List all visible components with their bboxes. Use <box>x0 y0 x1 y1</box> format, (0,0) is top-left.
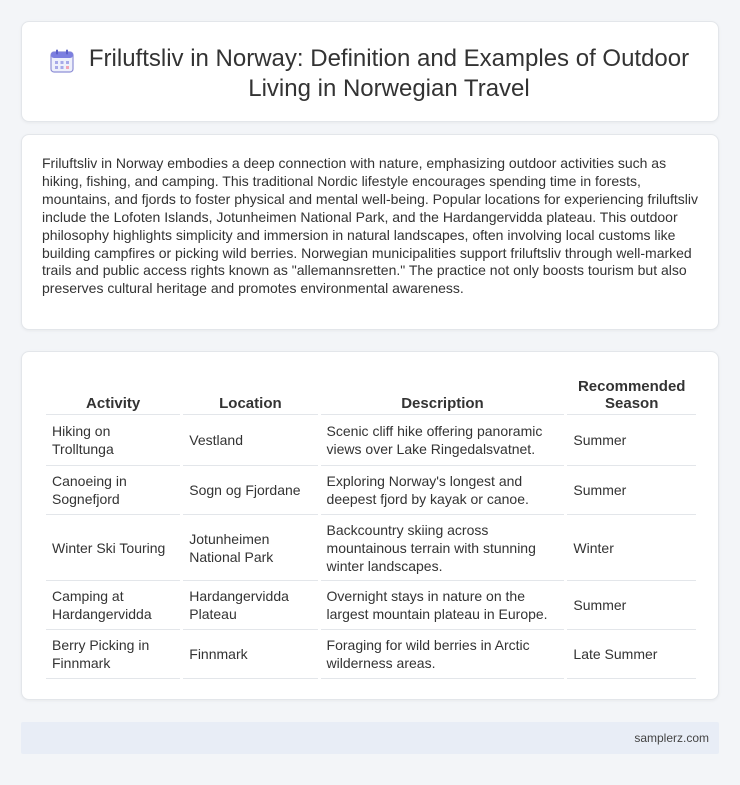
description-cell: Overnight stays in nature on the largest mountain plateau in Europe. <box>321 581 565 630</box>
table-header-row <box>46 372 696 415</box>
description-cell: Foraging for wild berries in Arctic wilderness areas. <box>321 630 565 679</box>
activity-cell: Winter Ski Touring <box>46 515 180 581</box>
table-row <box>46 581 696 630</box>
calendar-icon <box>49 48 75 74</box>
column-header: Activity <box>46 372 180 415</box>
activity-cell: Berry Picking in Finnmark <box>46 630 180 679</box>
activities-table <box>43 372 699 679</box>
activity-cell: Hiking on Trolltunga <box>46 415 180 466</box>
activity-cell: Camping at Hardangervidda <box>46 581 180 630</box>
location-cell: Hardangervidda Plateau <box>183 581 317 630</box>
description-cell: Exploring Norway's longest and deepest fjord by kayak or canoe. <box>321 466 565 515</box>
location-cell: Vestland <box>183 415 317 466</box>
season-cell: Summer <box>567 415 696 466</box>
column-header: Location <box>183 372 317 415</box>
column-header: Description <box>321 372 565 415</box>
location-cell: Jotunheimen National Park <box>183 515 317 581</box>
description-cell: Backcountry skiing across mountainous terrain with stunning winter landscapes. <box>321 515 565 581</box>
table-row <box>46 515 696 581</box>
season-cell: Summer <box>567 581 696 630</box>
location-cell: Sogn og Fjordane <box>183 466 317 515</box>
intro-card <box>21 134 719 330</box>
season-cell: Summer <box>567 466 696 515</box>
table-row <box>46 630 696 679</box>
column-header: Recommended Season <box>567 372 696 415</box>
table-card <box>21 351 719 700</box>
activity-cell: Canoeing in Sognefjord <box>46 466 180 515</box>
season-cell: Late Summer <box>567 630 696 679</box>
description-cell: Scenic cliff hike offering panoramic views over Lake Ringedalsvatnet. <box>321 415 565 466</box>
page-title: Friluftsliv in Norway: Definition and Examples of Outdoor Living in Norwegian Travel <box>88 45 690 102</box>
season-cell: Winter <box>567 515 696 581</box>
footer-bar <box>21 722 719 754</box>
table-row <box>46 415 696 466</box>
footer-site-link[interactable]: samplerz.com <box>634 731 709 745</box>
location-cell: Finnmark <box>183 630 317 679</box>
table-row <box>46 466 696 515</box>
title-wrap <box>22 44 718 104</box>
header-card <box>21 21 719 122</box>
intro-paragraph: Friluftsliv in Norway embodies a deep connection with nature, emphasizing outdoor activities such as hiking, fishing, and camping. This traditional Nordic lifestyle encourages spending time in forests, mountains, and fjords to foster physical and mental well-being. Popular locations for experiencing friluftsliv include the Lofoten Islands, Jotunheimen National Park, and the Hardangervidda plateau. This outdoor philosophy highlights simplicity and immersion in natural landscapes, often involving local customs like building campfires or picking wild berries. Norwegian municipalities support friluftsliv through well-marked trails and public access rights known as "allemannsretten." The practice not only boosts tourism but also preserves cultural heritage and promotes environmental awareness. <box>42 155 699 297</box>
